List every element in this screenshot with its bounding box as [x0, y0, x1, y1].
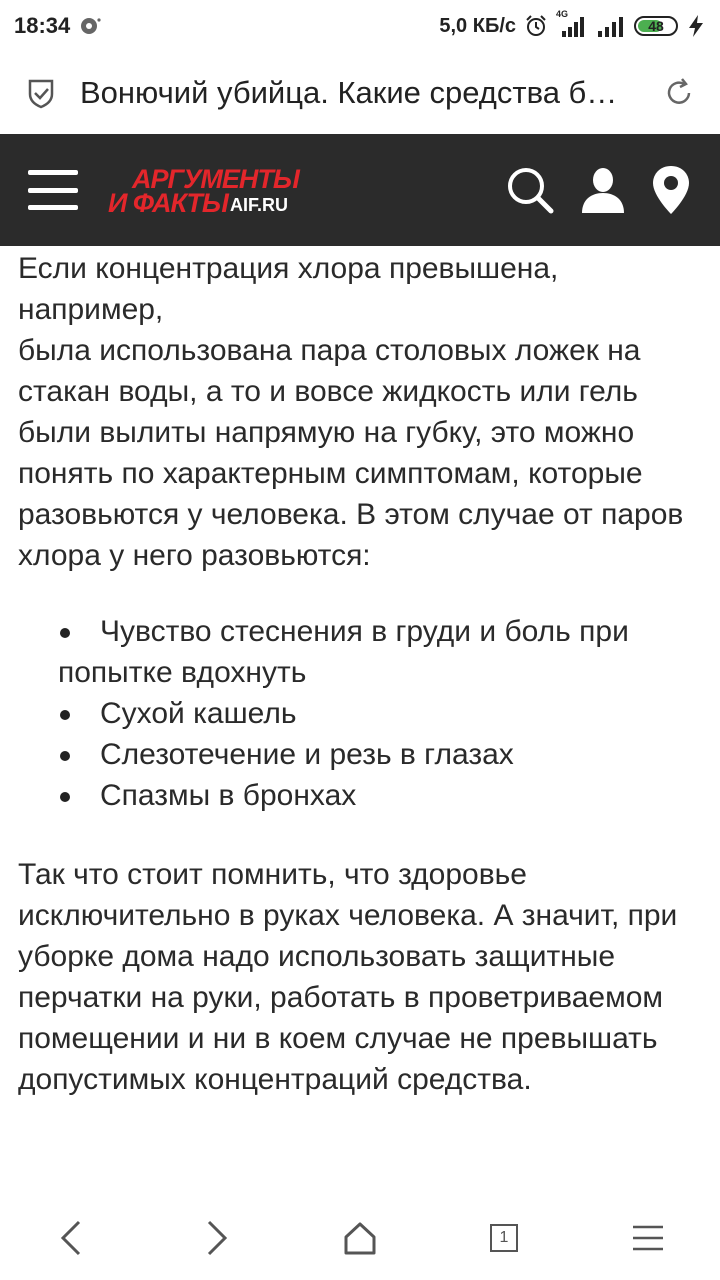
tabs-button[interactable]	[464, 1203, 544, 1273]
list-item: Чувство стеснения в груди и боль при попытке вдохнуть	[58, 611, 708, 693]
logo-line2: И ФАКТЫ	[108, 188, 228, 218]
browser-address-bar	[0, 52, 720, 134]
status-bar	[0, 0, 720, 52]
logo-line1: АРГУМЕНТЫ	[132, 164, 299, 194]
list-item: Слезотечение и резь в глазах	[58, 734, 708, 775]
back-button[interactable]	[32, 1203, 112, 1273]
network-type-label: 4G	[556, 9, 569, 19]
site-logo[interactable]	[108, 162, 308, 218]
reload-icon[interactable]	[662, 76, 696, 110]
battery-icon	[634, 16, 678, 36]
site-header	[0, 134, 720, 246]
location-icon[interactable]	[650, 164, 692, 216]
shield-check-icon[interactable]	[24, 76, 58, 110]
chevron-left-icon	[57, 1218, 87, 1258]
browser-menu-button[interactable]	[608, 1203, 688, 1273]
signal-4g	[556, 9, 588, 37]
network-speed: 5,0 КБ/с	[439, 14, 516, 37]
home-icon	[342, 1220, 378, 1256]
signal-icon-2	[596, 15, 626, 37]
menu-icon[interactable]	[28, 170, 78, 210]
article-paragraph: Так что стоит помнить, что здоровье исключительно в руках человека. А значит, при уборке дома надо использовать защитные перчатки на руки, работать в проветриваемом помещении и ни в коем случае не превышать допустимых концентраций средства.	[18, 858, 678, 1096]
page-title[interactable]: Вонючий убийца. Какие средства б…	[80, 75, 618, 110]
browser-bottom-nav	[0, 1196, 720, 1280]
article-paragraph: была использована пара столовых ложек на стакан воды, а то и вовсе жидкость или гель были вылиты напрямую на губку, это можно понять по характерным симптомам, которые разовьются у человека. В этом случае от паров хлора у него разовьются:	[18, 334, 684, 572]
search-icon[interactable]	[504, 164, 556, 216]
menu-lines-icon	[631, 1223, 665, 1253]
list-item: Сухой кашель	[58, 693, 708, 734]
chevron-right-icon	[201, 1218, 231, 1258]
status-time: 18:34	[14, 13, 71, 38]
forward-button[interactable]	[176, 1203, 256, 1273]
battery-level: 48	[648, 18, 664, 34]
user-icon[interactable]	[578, 165, 628, 215]
list-item: Спазмы в бронхах	[58, 775, 708, 816]
alarm-icon	[524, 14, 548, 38]
media-icon	[78, 14, 102, 38]
tab-count: 1	[490, 1224, 518, 1252]
logo-domain: AIF.RU	[230, 195, 288, 215]
charging-icon	[686, 14, 706, 38]
article-body	[18, 248, 708, 1196]
home-button[interactable]	[320, 1203, 400, 1273]
symptom-list	[18, 611, 708, 816]
article-paragraph: Если концентрация хлора превышена, например,	[18, 252, 559, 326]
